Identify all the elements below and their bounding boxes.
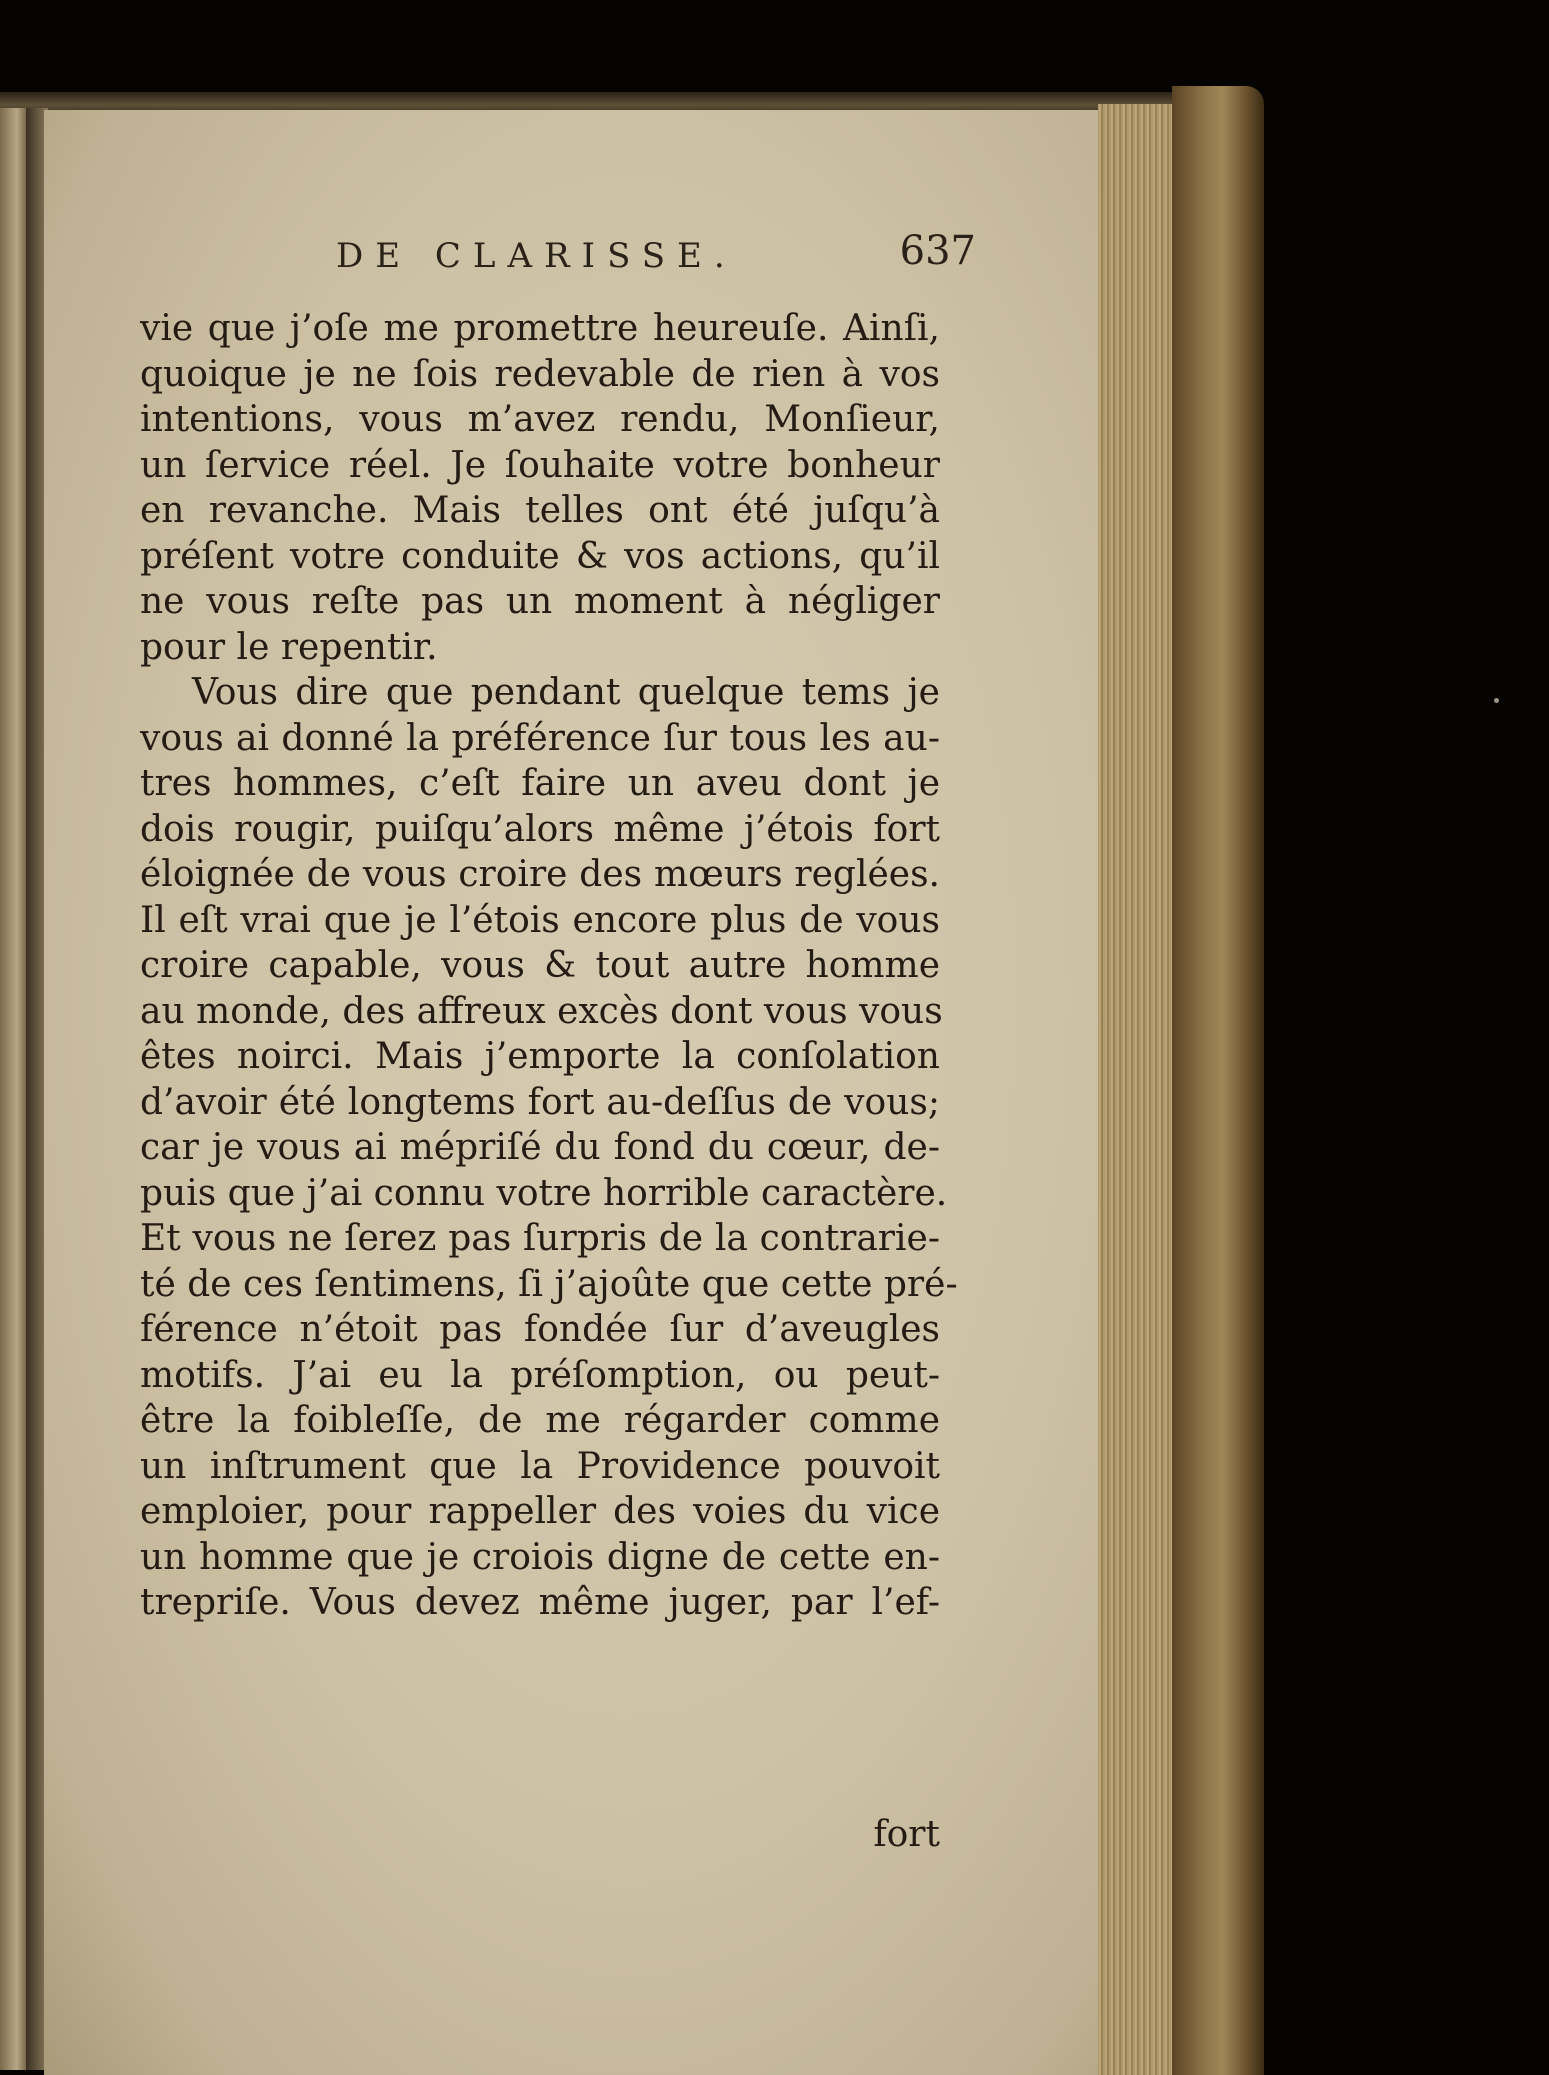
text-line: un ſervice réel. Je ſouhaite votre bonheur — [140, 444, 940, 486]
text-line: intentions, vous m’avez rendu, Monſieur, — [140, 399, 940, 440]
text-line: en revanche. Mais telles ont été juſqu’à — [140, 490, 940, 531]
text-line: férence n’étoit pas fondée ſur d’aveugles — [140, 1309, 940, 1350]
text-line: Vous dire que pendant quelque tems je — [192, 672, 940, 713]
text-line: préſent votre conduite & vos actions, qu’il — [140, 535, 940, 577]
page-number: 637 — [899, 228, 976, 274]
text-line: trepriſe. Vous devez même juger, par l’ef- — [140, 1582, 940, 1623]
text-line: ne vous reſte pas un moment à négliger — [140, 581, 940, 622]
text-line: quoique je ne ſois redevable de rien à vos — [140, 353, 940, 395]
catchword: fort — [873, 1814, 940, 1855]
text-line: vous ai donné la préférence ſur tous les au- — [140, 717, 940, 759]
page-edges — [1098, 104, 1180, 2075]
text-line: croire capable, vous & tout autre homme — [140, 945, 940, 986]
leather-binding — [1172, 86, 1264, 2075]
text-line: d’avoir été longtems fort au-deſſus de vous; — [140, 1081, 940, 1123]
text-line: car je vous ai mépriſé du fond du cœur, de- — [140, 1127, 940, 1168]
text-line: être la foibleſſe, de me régarder comme — [140, 1400, 940, 1441]
text-line: puis que j’ai connu votre horrible caractère. — [140, 1172, 948, 1214]
text-line: Et vous ne ſerez pas ſurpris de la contrarie- — [140, 1218, 940, 1259]
text-line: tres hommes, c’eſt faire un aveu dont je — [140, 763, 940, 804]
page-header — [336, 228, 976, 284]
text-line: té de ces ſentimens, ſi j’ajoûte que cette pré- — [140, 1263, 958, 1305]
text-line: un homme que je croiois digne de cette en- — [140, 1536, 940, 1578]
running-title: DE CLARISSE. — [336, 236, 737, 276]
body-text — [140, 306, 958, 1626]
text-line: emploier, pour rappeller des voies du vice — [140, 1491, 940, 1532]
text-line: pour le repentir. — [140, 626, 438, 668]
text-line: un inſtrument que la Providence pouvoit — [140, 1445, 940, 1487]
text-line: dois rougir, puiſqu’alors même j’étois fort — [140, 808, 940, 850]
text-line: motifs. J’ai eu la préſomption, ou peut- — [140, 1354, 940, 1396]
dust-speck — [1494, 698, 1499, 703]
text-line: éloignée de vous croire des mœurs reglées. — [140, 854, 940, 895]
facing-page-edge — [0, 108, 28, 2070]
text-line: au monde, des affreux excès dont vous vous — [140, 990, 943, 1032]
text-line: êtes noirci. Mais j’emporte la conſolation — [140, 1036, 940, 1077]
text-line: vie que j’oſe me promettre heureuſe. Ainſi, — [140, 308, 940, 349]
text-line: Il eſt vrai que je l’étois encore plus de vous — [140, 899, 940, 941]
